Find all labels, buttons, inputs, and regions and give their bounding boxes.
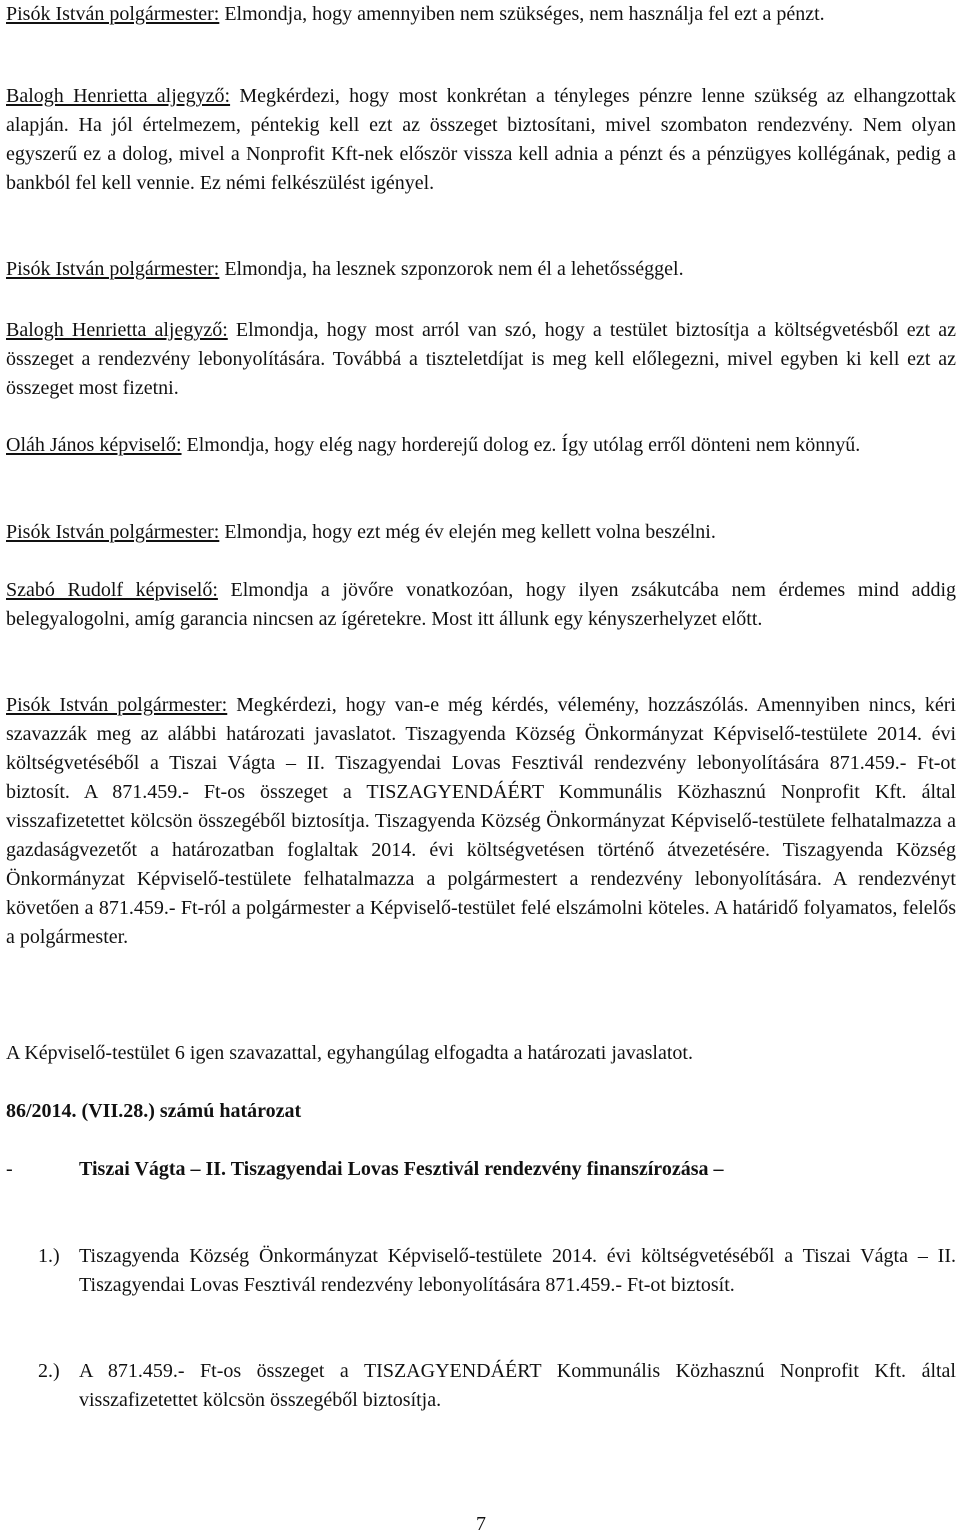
- item-number: 1.): [38, 1245, 60, 1267]
- speaker-name: Pisók István polgármester:: [6, 521, 220, 543]
- speaker-name: Pisók István polgármester:: [6, 3, 220, 25]
- statement-paragraph: [6, 82, 956, 198]
- vote-result: A Képviselő-testület 6 igen szavazattal, egyhangúlag elfogadta a határozati javaslatot.: [6, 1042, 693, 1064]
- item-text: A 871.459.- Ft-os összeget a TISZAGYENDÁÉRT Kommunális Közhasznú Nonprofit Kft. által visszafizetettet kölcsön összegéből biztosítja.: [79, 1360, 956, 1411]
- statement-text: Elmondja, hogy elég nagy horderejű dolog ez. Így utólag erről dönteni nem könnyű.: [181, 434, 861, 456]
- speaker-name: Balogh Henrietta aljegyző:: [6, 319, 228, 341]
- speaker-name: Pisók István polgármester:: [6, 694, 228, 716]
- statement-text: Megkérdezi, hogy most konkrétan a tényleges pénzre lenne szükség az elhangzottak alapján. Ha jól értelmezem, péntekig kell ezt az összeget biztosítani, mivel szombaton rendezvény. Nem olyan egyszerű ez a dolog, mivel a Nonprofit Kft-nek először vissza kell adnia a pénzt és a pénzügyes kollégának, pedig a bankból fel kell vennie. Ez némi felkészülést igényel.: [6, 85, 956, 194]
- subject-text: Tiszai Vágta – II. Tiszagyendai Lovas Fesztivál rendezvény finanszírozása –: [79, 1158, 724, 1180]
- speaker-name: Pisók István polgármester:: [6, 258, 220, 280]
- statement-text: Elmondja a jövőre vonatkozóan, hogy ilyen zsákutcába nem érdemes mind addig belegyalogolni, amíg garancia nincsen az ígéretekre. Most itt állunk egy kényszerhelyzet előtt.: [6, 579, 957, 630]
- statement-text: Elmondja, hogy amennyiben nem szükséges, nem használja fel ezt a pénzt.: [219, 3, 825, 25]
- statement-text: Elmondja, hogy most arról van szó, hogy a testület biztosítja a költségvetésből ezt az összeget a rendezvény lebonyolítására. Továbbá a tiszteletdíjat is meg kell előlegezni, mivel egyben ki kell ezt az összeget most fizetni.: [6, 319, 956, 399]
- speaker-name: Oláh János képviselő:: [6, 434, 182, 456]
- statement-paragraph: [6, 255, 956, 284]
- resolution-item: [6, 1357, 956, 1415]
- subject-dash: -: [6, 1158, 13, 1180]
- statement-paragraph: [6, 518, 956, 547]
- resolution-subject: [6, 1155, 956, 1184]
- statement-text: Elmondja, hogy ezt még év elején meg kellett volna beszélni.: [219, 521, 716, 543]
- statement-paragraph: [6, 0, 956, 29]
- speaker-name: Balogh Henrietta aljegyző:: [6, 85, 231, 107]
- statement-text: Elmondja, ha lesznek szponzorok nem él a lehetősséggel.: [219, 258, 684, 280]
- speaker-name: Szabó Rudolf képviselő:: [6, 579, 218, 601]
- resolution-title: 86/2014. (VII.28.) számú határozat: [6, 1100, 302, 1122]
- statement-paragraph: [6, 431, 956, 460]
- page-number: 7: [476, 1513, 486, 1535]
- statement-paragraph: [6, 576, 956, 634]
- item-text: Tiszagyenda Község Önkormányzat Képviselő-testülete 2014. évi költségvetéséből a Tiszai Vágta – II. Tiszagyendai Lovas Fesztivál rendezvény lebonyolítására 871.459.- Ft-ot biztosít.: [79, 1245, 956, 1296]
- statement-paragraph: [6, 316, 956, 403]
- statement-paragraph: [6, 691, 956, 952]
- resolution-item: [6, 1242, 956, 1300]
- statement-text: Megkérdezi, hogy van-e még kérdés, vélemény, hozzászólás. Amennyiben nincs, kéri szavazzák meg az alábbi határozati javaslatot. Tiszagyenda Község Önkormányzat Képviselő-testülete 2014. évi költségvetéséből a Tiszai Vágta – II. Tiszagyendai Lovas Fesztivál rendezvény lebonyolítására 871.459.- Ft-ot biztosít. A 871.459.- Ft-os összeget a TISZAGYENDÁÉRT Kommunális Közhasznú Nonprofit Kft. által visszafizetettet kölcsön összegéből biztosítja. Tiszagyenda Község Önkormányzat Képviselő-testülete felhatalmazza a gazdaságvezetőt a határozatban foglaltak 2014. évi költségvetésen történő átvezetésére. Tiszagyenda Község Önkormányzat Képviselő-testülete felhatalmazza a polgármestert a rendezvény lebonyolítására. A rendezvényt követően a 871.459.- Ft-ról a polgármester a Képviselő-testület felé elszámolni köteles. A határidő folyamatos, felelős a polgármester.: [6, 694, 956, 948]
- document-page: [6, 0, 956, 1537]
- item-number: 2.): [38, 1360, 60, 1382]
